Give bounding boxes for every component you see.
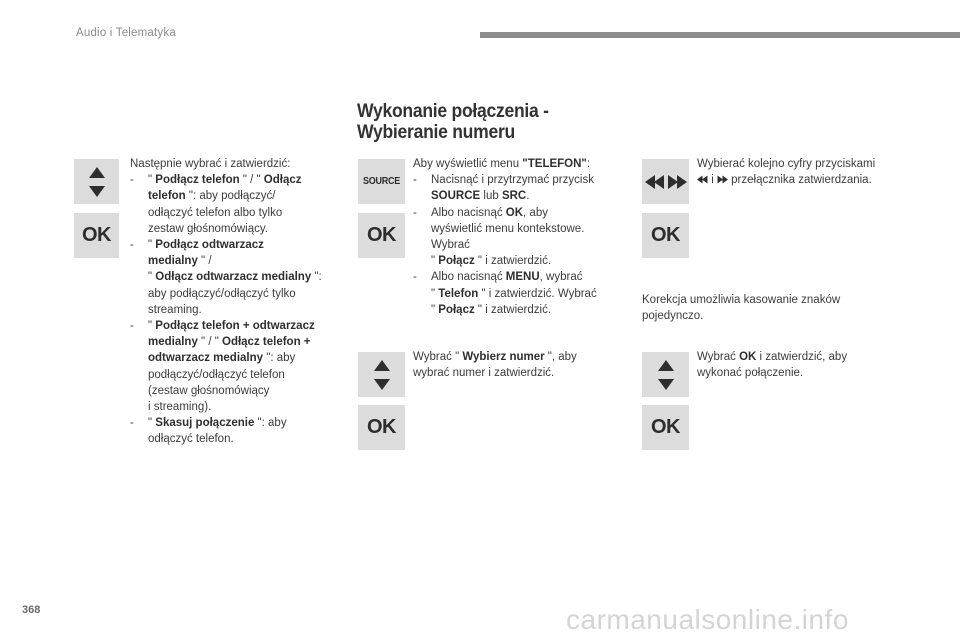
ok-key-label: OK <box>367 224 396 246</box>
col1-intro: Następnie wybrać i zatwierdzić: <box>130 158 291 170</box>
header-bar <box>480 32 960 38</box>
up-down-key <box>74 159 119 204</box>
fast-forward-icon <box>668 175 678 189</box>
col2-bottom-text: Wybrać " Wybierz numer ", aby wybrać numer i zatwierdzić. <box>413 351 577 380</box>
header-title: Audio i Telematyka <box>76 27 176 39</box>
rewind-forward-icon <box>645 174 687 190</box>
page-number: 368 <box>22 604 41 616</box>
up-down-key <box>358 352 405 397</box>
down-arrow-icon <box>374 379 390 390</box>
rewind-forward-key <box>642 159 689 204</box>
rewind-small-icon <box>697 175 708 184</box>
ok-key <box>358 213 405 258</box>
ok-key <box>642 213 689 258</box>
col1-text: Następnie wybrać i zatwierdzić: - " Podłącz telefon " / " Odłącz telefon ": aby podłączyć/ odłączyć telefon albo tylko zestaw głośnomówiący. - " Podłącz odtwarzacz medialny " / " Odłącz odtwarzacz medialny ": aby podłączyć/odłączyć tylko streaming. - " Podłącz telefon + odtwarzacz medialny " / " Odłącz telefon + odtwarzacz medialny ": aby podłączyć/odłączyć telefon (zestaw głośnomówiący i streaming). - " Skasuj połączenie ": aby odłączyć telefon. <box>130 156 350 448</box>
down-arrow-icon <box>658 379 674 390</box>
down-arrow-icon <box>89 186 105 197</box>
col3-top-text: Wybierać kolejno cyfry przyciskami i przełącznika zatwierdzania. <box>697 158 876 187</box>
col1-item2: - " Podłącz odtwarzacz <box>130 239 264 252</box>
up-down-arrows-icon <box>372 358 392 392</box>
watermark: carmanualsonline.info <box>566 604 849 635</box>
section-title-line2: Wybieranie numeru <box>357 121 515 143</box>
col1-item1: - " Podłącz telefon " / " Odłącz <box>130 174 302 187</box>
ok-key-label: OK <box>651 416 680 438</box>
source-key <box>358 159 405 204</box>
ok-key <box>642 405 689 450</box>
ok-key <box>358 405 405 450</box>
forward-small-icon <box>717 175 728 184</box>
ok-key-label: OK <box>367 416 396 438</box>
ok-key-label: OK <box>651 224 680 246</box>
section-title-line1: Wykonanie połączenia - <box>357 100 549 122</box>
up-arrow-icon <box>658 360 674 371</box>
col2-top-text: Aby wyświetlić menu "TELEFON": - Nacisnąć i przytrzymać przycisk SOURCE lub SRC. - Albo nacisnąć OK, aby wyświetlić menu kontekstowe. Wybrać " Połącz " i zatwierdzić. - Albo nacisnąć MENU, wybrać " Telefon " i zatwierdzić. Wybrać " Połącz " i zatwierdzić. <box>413 158 597 316</box>
ok-key-label: OK <box>82 224 111 246</box>
col3-middle-text: Korekcja umożliwia kasowanie znaków pojedynczo. <box>642 294 841 323</box>
section-title <box>357 101 645 143</box>
up-arrow-icon <box>374 360 390 371</box>
source-key-label: SOURCE <box>363 176 400 187</box>
up-arrow-icon <box>89 167 105 178</box>
col3-bottom-text: Wybrać OK i zatwierdzić, aby wykonać połączenie. <box>697 351 848 380</box>
rewind-icon <box>645 175 655 189</box>
col1-item4: - " Skasuj połączenie ": aby <box>130 417 287 430</box>
up-down-arrows-icon <box>87 165 107 199</box>
up-down-arrows-icon <box>656 358 676 392</box>
ok-key <box>74 213 119 258</box>
col1-item3: - " Podłącz telefon + odtwarzacz <box>130 320 315 333</box>
up-down-key <box>642 352 689 397</box>
